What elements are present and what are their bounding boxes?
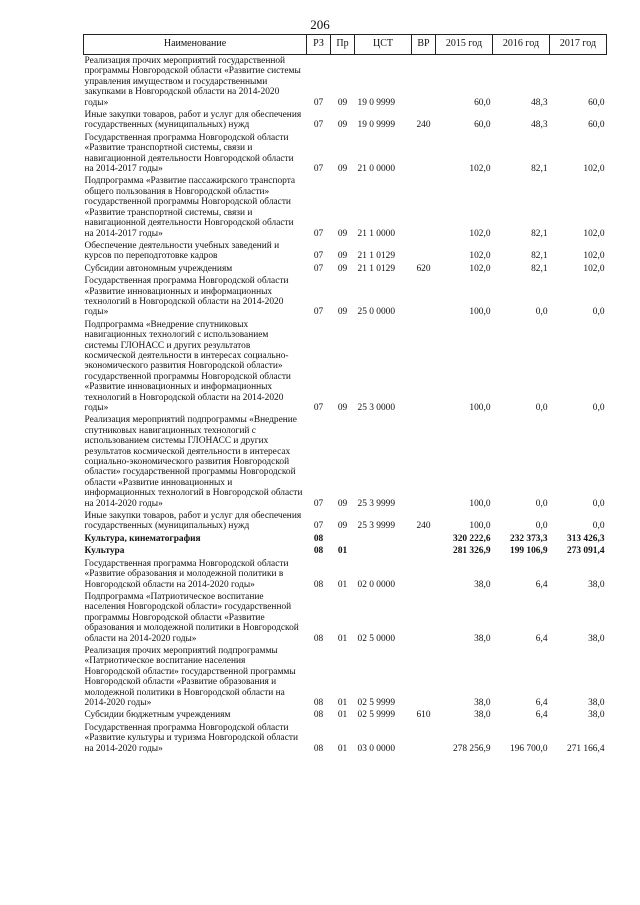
cell-vr (412, 533, 436, 545)
table-row (84, 545, 607, 557)
table-row (84, 175, 607, 239)
cell-2017: 60,0 (588, 97, 605, 108)
header-name: Наименование (84, 35, 307, 55)
cell-pr: 09 (337, 263, 348, 274)
table-row (84, 558, 607, 591)
table-row (84, 533, 607, 545)
cell-rz: 07 (313, 263, 324, 274)
cell-pr: 09 (337, 228, 348, 239)
cell-2017: 313 426,3 (567, 533, 605, 544)
cell-2016: 6,4 (535, 710, 548, 721)
cell-pr: 09 (337, 120, 348, 131)
cell-2016: 0,0 (535, 403, 548, 413)
cell-2015: 102,0 (469, 228, 491, 239)
cell-rz: 08 (313, 633, 324, 644)
page-number: 206 (310, 17, 330, 32)
cell-rz: 08 (313, 533, 324, 544)
cell-name: Реализация мероприятий подпрограммы «Внедрение спутниковых навигационных технологий с использованием системы ГЛОНАСС и других результатов космической деятельности в интересах социально-экономического развития Новгородской области» государственной программы Новгородской области «Развитие инновационных и информационных технологий в Новгородской области на 2014-2020 годы» (84, 415, 303, 509)
cell-name: Государственная программа Новгородской области «Развитие культуры и туризма Новгородской области на 2014-2020 годы» (84, 722, 298, 754)
cell-vr: 620 (416, 263, 431, 274)
budget-table (83, 34, 607, 755)
cell-rz: 07 (313, 120, 324, 131)
table-row (84, 645, 607, 709)
cell-2015: 38,0 (474, 633, 491, 644)
cell-2015: 102,0 (469, 263, 491, 274)
header-2017: 2017 год (550, 35, 607, 55)
cell-pr: 01 (337, 697, 348, 708)
cell-cst: 02 5 9999 (357, 710, 395, 721)
cell-cst: 21 0 0000 (357, 164, 395, 175)
cell-2017: 0,0 (592, 307, 605, 318)
cell-2015: 100,0 (469, 498, 491, 509)
cell-2017: 38,0 (588, 697, 605, 708)
cell-cst: 25 3 9999 (357, 498, 395, 509)
cell-cst: 02 5 9999 (357, 697, 395, 708)
cell-2017: 102,0 (583, 263, 605, 274)
cell-rz: 07 (313, 228, 324, 239)
cell-cst: 19 0 9999 (357, 97, 395, 108)
cell-vr (412, 591, 436, 645)
cell-2017: 60,0 (588, 120, 605, 131)
cell-vr (412, 275, 436, 319)
table-row (84, 263, 607, 275)
cell-cst: 21 1 0129 (357, 263, 395, 274)
header-2016: 2016 год (493, 35, 550, 55)
cell-2015: 102,0 (469, 164, 491, 175)
cell-rz: 07 (313, 164, 324, 175)
cell-pr: 01 (337, 579, 348, 590)
table-row (84, 709, 607, 721)
cell-pr: 01 (337, 546, 348, 557)
header-cst: ЦСТ (355, 35, 412, 55)
cell-2017: 38,0 (588, 633, 605, 644)
table-row (84, 275, 607, 319)
cell-cst: 25 0 0000 (357, 307, 395, 318)
cell-vr (412, 545, 436, 557)
cell-name: Подпрограмма «Внедрение спутниковых навигационных технологий с использованием системы ГЛОНАСС и других результатов космической деятельности в интересах социально-экономического развития Новгородской области» государственной программы Новгородской области «Развитие инновационных и информационных технологий в Новгородской области на 2014-2020 годы» (84, 319, 291, 413)
cell-rz: 07 (313, 97, 324, 108)
cell-2016: 6,4 (535, 697, 548, 708)
cell-2016: 48,3 (531, 120, 548, 131)
cell-cst: 03 0 0000 (357, 743, 395, 754)
cell-vr (412, 132, 436, 176)
cell-2017: 102,0 (583, 251, 605, 262)
cell-2015: 278 256,9 (453, 743, 491, 754)
cell-2016: 196 700,0 (510, 743, 548, 754)
cell-vr: 610 (416, 710, 431, 721)
cell-2015: 38,0 (474, 710, 491, 721)
table-row (84, 414, 607, 510)
cell-2016: 0,0 (535, 307, 548, 318)
cell-pr: 09 (337, 164, 348, 175)
cell-cst: 02 5 0000 (357, 633, 395, 644)
cell-rz: 07 (313, 251, 324, 262)
cell-2015: 100,0 (469, 307, 491, 318)
cell-2016: 6,4 (535, 633, 548, 644)
cell-vr (412, 414, 436, 510)
cell-vr (412, 319, 436, 415)
table-header (84, 35, 607, 55)
cell-2017: 0,0 (592, 403, 605, 413)
cell-rz: 08 (313, 743, 324, 754)
header-rz: РЗ (307, 35, 331, 55)
cell-rz: 07 (313, 521, 324, 532)
cell-2017: 102,0 (583, 164, 605, 175)
cell-name: Государственная программа Новгородской области «Развитие транспортной системы, связи и навигационной деятельности Новгородской области на 2014-2017 годы» (84, 132, 294, 175)
table-row (84, 722, 607, 755)
cell-pr: 09 (337, 251, 348, 262)
cell-2016: 232 373,3 (510, 533, 548, 544)
cell-vr (412, 240, 436, 263)
cell-rz: 08 (313, 579, 324, 590)
cell-name: Иные закупки товаров, работ и услуг для обеспечения государственных (муниципальных) нужд (84, 511, 302, 532)
cell-2016: 0,0 (535, 498, 548, 509)
cell-rz: 07 (313, 403, 324, 413)
cell-2016: 82,1 (531, 164, 548, 175)
cell-2015: 100,0 (469, 403, 491, 413)
cell-2015: 38,0 (474, 697, 491, 708)
table-body (84, 55, 607, 756)
cell-2016: 82,1 (531, 228, 548, 239)
cell-rz: 07 (313, 307, 324, 318)
cell-cst: 21 1 0129 (357, 251, 395, 262)
cell-2017: 38,0 (588, 710, 605, 721)
cell-2016: 82,1 (531, 263, 548, 274)
cell-cst: 21 1 0000 (357, 228, 395, 239)
cell-2016: 6,4 (535, 579, 548, 590)
cell-pr: 09 (337, 521, 348, 532)
cell-2016: 199 106,9 (510, 546, 548, 557)
cell-2016: 48,3 (531, 97, 548, 108)
cell-name: Субсидии автономным учреждениям (84, 263, 233, 274)
table-row (84, 55, 607, 110)
cell-2017: 0,0 (592, 521, 605, 532)
cell-2016: 0,0 (535, 521, 548, 532)
cell-2015: 100,0 (469, 521, 491, 532)
cell-name: Обеспечение деятельности учебных заведений и курсов по переподготовке кадров (84, 240, 280, 262)
cell-name: Культура (84, 546, 125, 557)
cell-name: Государственная программа Новгородской области «Развитие инновационных и информационных технологий в Новгородской области на 2014-2020 годы» (84, 276, 289, 318)
cell-pr: 09 (337, 498, 348, 509)
cell-vr: 240 (416, 120, 431, 131)
cell-cst: 25 3 9999 (357, 521, 395, 532)
cell-name: Реализация прочих мероприятий государственной программы Новгородской области «Развитие системы управления имуществом и государственными закупками в Новгородской области на 2014-2020 годы» (84, 56, 301, 108)
cell-pr: 01 (337, 633, 348, 644)
cell-vr: 240 (416, 521, 431, 532)
cell-name: Реализация прочих мероприятий подпрограммы «Патриотическое воспитание населения Новгородской области» государственной программы Новгородской области «Развитие образования и молодежной политики в Новгородской области на 2014-2020 годы» (84, 645, 296, 708)
cell-name: Государственная программа Новгородской области «Развитие образования и молодежной политики в Новгородской области на 2014-2020 годы» (84, 558, 289, 590)
cell-cst (355, 545, 412, 557)
cell-2016: 82,1 (531, 251, 548, 262)
header-2015: 2015 год (436, 35, 493, 55)
cell-pr: 09 (337, 403, 348, 413)
cell-pr (331, 533, 355, 545)
cell-2015: 320 222,6 (453, 533, 491, 544)
table-row (84, 319, 607, 415)
cell-vr (412, 55, 436, 110)
cell-2015: 60,0 (474, 120, 491, 131)
cell-pr: 01 (337, 743, 348, 754)
cell-name: Подпрограмма «Патриотическое воспитание населения Новгородской области» государственной программы Новгородской области «Развитие образования и молодежной политики в Новгородской области на 2014-2020 годы» (84, 591, 299, 644)
cell-pr: 01 (337, 710, 348, 721)
cell-vr (412, 558, 436, 591)
cell-rz: 08 (313, 697, 324, 708)
cell-2017: 102,0 (583, 228, 605, 239)
table-row (84, 240, 607, 263)
cell-vr (412, 645, 436, 709)
header-pr: Пр (331, 35, 355, 55)
cell-rz: 08 (313, 710, 324, 721)
cell-vr (412, 175, 436, 239)
cell-cst: 19 0 9999 (357, 120, 395, 131)
header-vr: ВР (412, 35, 436, 55)
cell-2017: 273 091,4 (567, 546, 605, 557)
cell-2017: 271 166,4 (567, 743, 605, 754)
cell-2015: 38,0 (474, 579, 491, 590)
cell-name: Культура, кинематография (84, 533, 201, 544)
cell-2017: 38,0 (588, 579, 605, 590)
table-row (84, 132, 607, 176)
cell-cst (355, 533, 412, 545)
cell-2015: 281 326,9 (453, 546, 491, 557)
cell-rz: 08 (313, 546, 324, 557)
table-row (84, 510, 607, 533)
cell-cst: 02 0 0000 (357, 579, 395, 590)
cell-name: Подпрограмма «Развитие пассажирского транспорта общего пользования в Новгородской области» государственной программы Новгородской области «Развитие транспортной системы, связи и навигационной деятельности Новгородской области на 2014-2017 годы» (84, 176, 296, 239)
cell-name: Субсидии бюджетным учреждениям (84, 710, 231, 721)
cell-2015: 102,0 (469, 251, 491, 262)
cell-2015: 60,0 (474, 97, 491, 108)
cell-pr: 09 (337, 307, 348, 318)
cell-vr (412, 722, 436, 755)
cell-rz: 07 (313, 498, 324, 509)
table-row (84, 591, 607, 645)
cell-cst: 25 3 0000 (357, 403, 395, 413)
cell-pr: 09 (337, 97, 348, 108)
cell-name: Иные закупки товаров, работ и услуг для обеспечения государственных (муниципальных) нужд (84, 110, 302, 131)
cell-2017: 0,0 (592, 498, 605, 509)
table-row (84, 109, 607, 132)
